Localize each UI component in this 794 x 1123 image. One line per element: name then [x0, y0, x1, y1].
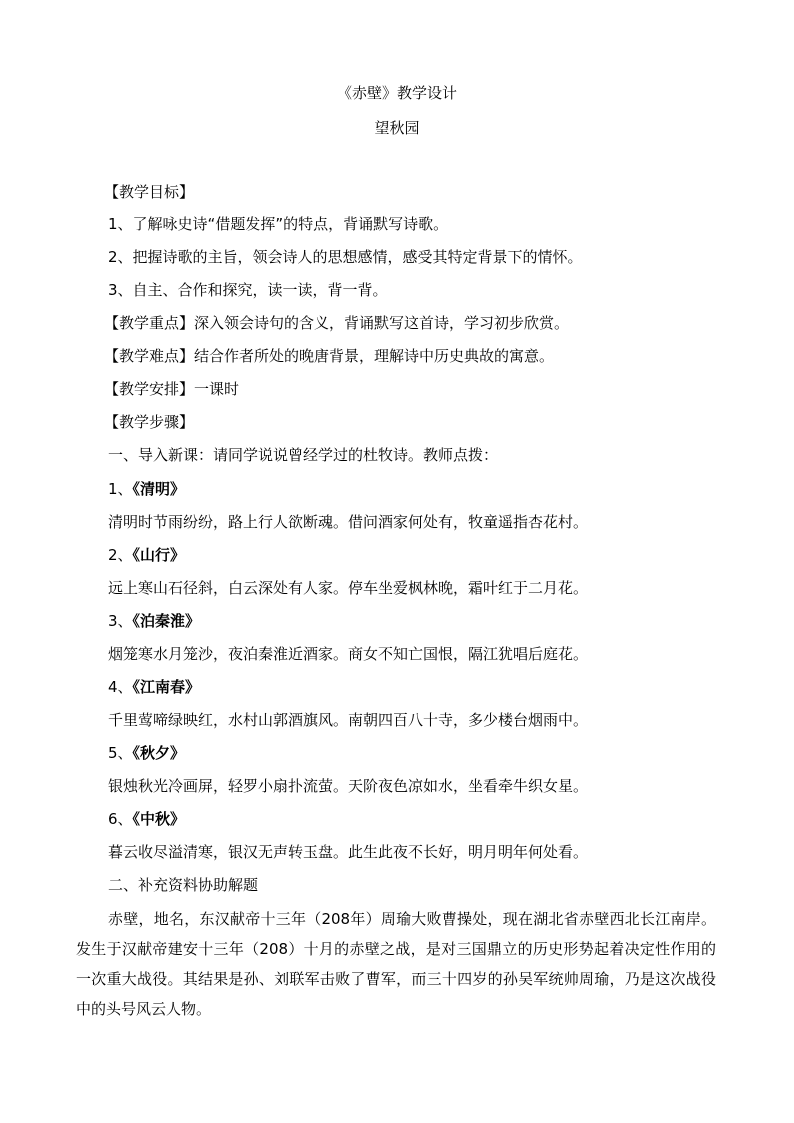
poem-text: 远上寒山石径斜，白云深处有人家。停车坐爱枫林晚，霜叶红于二月花。	[108, 579, 589, 597]
poem-number: 3、	[108, 612, 133, 630]
poem-number: 5、	[108, 744, 133, 762]
objective-1: 1、了解咏史诗“借题发挥”的特点，背诵默写诗歌。	[108, 215, 449, 233]
schedule: 【教学安排】一课时	[104, 380, 240, 398]
poem-title: 《中秋》	[132, 810, 186, 828]
poem-text: 千里莺啼绿映红，水村山郭酒旗风。南朝四百八十寺，多少楼台烟雨中。	[108, 711, 589, 729]
document-title: 《赤壁》教学设计	[336, 84, 457, 102]
poem-text: 清明时节雨纷纷，路上行人欲断魂。借问酒家何处有，牧童遥指杏花村。	[108, 513, 589, 531]
poem-number: 2、	[108, 546, 133, 564]
objective-3: 3、自主、合作和探究，读一读，背一背。	[108, 281, 388, 299]
step-2: 二、补充资料协助解题	[108, 876, 259, 894]
poem-text: 暮云收尽溢清寒，银汉无声转玉盘。此生此夜不长好，明月明年何处看。	[108, 843, 589, 861]
poem-heading	[108, 742, 185, 764]
poem-text: 银烛秋光冷画屏，轻罗小扇扑流萤。天阶夜色凉如水，坐看牵牛织女星。	[108, 777, 589, 795]
poem-title: 《山行》	[132, 546, 186, 564]
poem-heading	[108, 808, 185, 830]
poem-heading	[108, 610, 200, 632]
objectives-heading: 【教学目标】	[104, 183, 195, 201]
poem-number: 6、	[108, 810, 133, 828]
key-point: 【教学重点】深入领会诗句的含义，背诵默写这首诗，学习初步欣赏。	[104, 314, 570, 332]
poem-text: 烟笼寒水月笼沙，夜泊秦淮近酒家。商女不知亡国恨，隔江犹唱后庭花。	[108, 645, 589, 663]
difficult-point: 【教学难点】结合作者所处的晚唐背景，理解诗中历史典故的寓意。	[104, 347, 555, 365]
step-1: 一、导入新课：请同学说说曾经学过的杜牧诗。教师点拨：	[108, 446, 499, 464]
poem-title: 《秋夕》	[132, 744, 186, 762]
document-author: 望秋园	[374, 119, 420, 137]
background-paragraph: 赤壁，地名，东汉献帝十三年（208年）周瑜大败曹操处，现在湖北省赤壁西北长江南岸。发生于汉献帝建安十三年（208）十月的赤壁之战，是对三国鼎立的历史形势起着决定性作用的一次重大战役。其结果是孙、刘联军击败了曹军，而三十四岁的孙吴军统帅周瑜，乃是这次战役中的头号风云人物。	[76, 910, 716, 1018]
poem-heading	[108, 544, 185, 566]
poem-number: 4、	[108, 678, 133, 696]
poem-heading	[108, 478, 185, 500]
poem-title: 《江南春》	[132, 678, 201, 696]
objective-2: 2、把握诗歌的主旨，领会诗人的思想感情，感受其特定背景下的情怀。	[108, 248, 583, 266]
poem-heading	[108, 676, 200, 698]
poem-title: 《清明》	[132, 480, 186, 498]
steps-heading: 【教学步骤】	[104, 413, 195, 431]
poem-title: 《泊秦淮》	[132, 612, 201, 630]
poem-number: 1、	[108, 480, 133, 498]
